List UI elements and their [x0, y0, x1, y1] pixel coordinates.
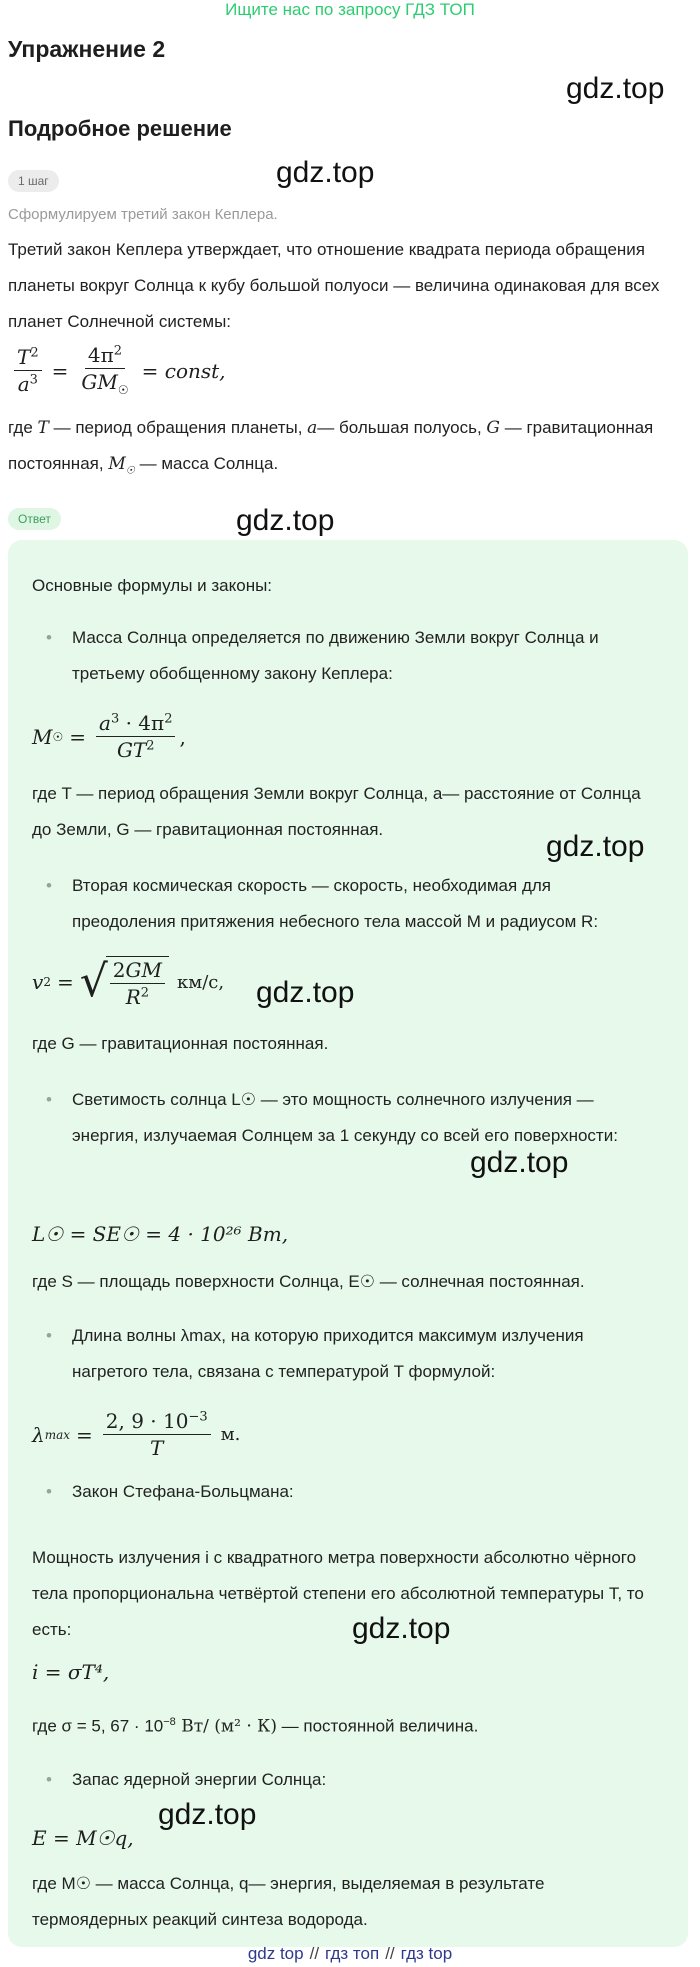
formula-nuclear-energy: E = M☉q, — [32, 1826, 134, 1850]
footer-link-gdz-top-mixed[interactable]: гдз top — [400, 1944, 453, 1963]
bullet-stefan-boltzmann: • Закон Стефана-Больцмана: — [48, 1474, 658, 1510]
watermark: gdz.top — [158, 1798, 257, 1831]
watermark: gdz.top — [546, 830, 645, 863]
watermark: gdz.top — [352, 1612, 451, 1645]
paragraph-legend: где T — период обращения планеты, a— большая полуось, G — гравитационная постоянная, $M_☉$ — масса Солнца. — [8, 418, 654, 477]
answer-badge: Ответ — [8, 508, 61, 530]
formula-wavelength: λ max = $\frac{2, 9 \cdot 10^{-3}}{T}$ м. — [32, 1409, 241, 1460]
bullet-escape-velocity: • Вторая космическая скорость — скорость, необходимая для преодоления притяжения небесного тела массой M и радиусом R: — [48, 868, 658, 940]
text-sun-mass-legend: где T — период обращения Земли вокруг Солнца, a— расстояние от Солнца до Земли, G — гравитационная постоянная. — [32, 784, 641, 839]
footer-separator: // — [385, 1944, 395, 1963]
footer-link-gdz-top[interactable]: gdz top — [247, 1944, 304, 1963]
bullet-wavelength: • Длина волны λmax, на которую приходится максимум излучения нагретого тела, связана с температурой T формулой: — [48, 1318, 658, 1390]
bullet-luminosity: • Светимость солнца L☉ — это мощность солнечного излучения — энергия, излучаемая Солнцем за 1 секунду со всей его поверхности: — [48, 1082, 658, 1154]
formula-sun-mass: M ☉ = $\frac{a^3 \cdot 4\pi^2}{GT^2}$ , — [32, 711, 186, 762]
footer-links — [0, 1944, 700, 1964]
formula-escape-velocity: v 2 = √ $\frac{2GM}{R^2}$ км/с, — [32, 956, 225, 1009]
step-hint: Сформулируем третий закон Кеплера. — [8, 206, 278, 223]
solution-title: Подробное решение — [8, 116, 232, 141]
search-banner: Ищите нас по запросу ГДЗ ТОП — [225, 0, 475, 19]
formula-stefan-boltzmann: i = σT⁴, — [32, 1660, 110, 1684]
footer-link-gdz-top-ru[interactable]: гдз топ — [325, 1944, 380, 1963]
bullet-nuclear-energy: • Запас ядерной энергии Солнца: — [48, 1762, 658, 1798]
text-stefan-boltzmann: Мощность излучения i с квадратного метра поверхности абсолютно чёрного тела пропорциональна четвёртой степени его абсолютной температуры Т, то есть: — [32, 1548, 644, 1639]
text-luminosity-legend: где S — площадь поверхности Солнца, E☉ — солнечная постоянная. — [32, 1272, 585, 1291]
exercise-title: Упражнение 2 — [8, 36, 166, 62]
text-sigma-constant: где σ = 5, $67 \cdot 10^{-8}$ Вт/ (м² · К) — постоянной величина. — [32, 1716, 479, 1737]
kepler-formula: $\frac{T^2}{a^3}$ = $\frac{4\pi^2}{GM_☉}$ = const, — [10, 344, 226, 397]
text-nuclear-legend: где M☉ — масса Солнца, q— энергия, выделяемая в результате термоядерных реакций синтеза водорода. — [32, 1874, 545, 1929]
watermark: gdz.top — [566, 72, 665, 105]
step-badge: 1 шаг — [8, 170, 59, 192]
watermark: gdz.top — [256, 976, 355, 1009]
watermark: gdz.top — [470, 1146, 569, 1179]
formula-luminosity: L☉ = SE☉ = 4 · 10²⁶ Вт, — [32, 1222, 289, 1246]
watermark: gdz.top — [276, 156, 375, 189]
answer-intro: Основные формулы и законы: — [32, 576, 273, 595]
text-escape-legend: где G — гравитационная постоянная. — [32, 1034, 329, 1053]
footer-separator: // — [309, 1944, 320, 1963]
watermark: gdz.top — [236, 504, 335, 537]
paragraph-kepler: Третий закон Кеплера утверждает, что отношение квадрата периода обращения планеты вокруг Солнца к кубу большой полуоси — величина одинаковая для всех планет Солнечной системы: — [8, 240, 660, 331]
bullet-sun-mass: • Масса Солнца определяется по движению Земли вокруг Солнца и третьему обобщенному закону Кеплера: — [48, 620, 658, 692]
